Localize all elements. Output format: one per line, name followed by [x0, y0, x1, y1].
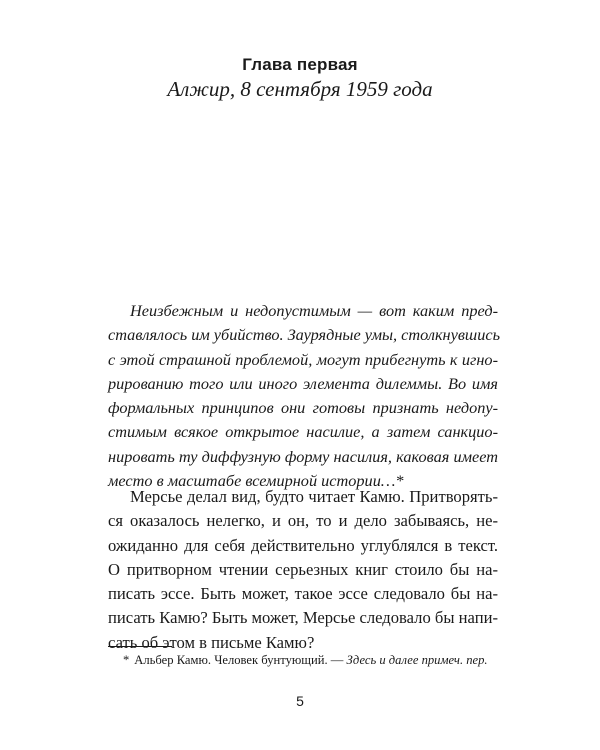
body-line: писать Камю? Быть может, Мерсье следовало бы напи-: [108, 608, 498, 628]
body-line: писать эссе. Быть может, такое эссе следовало бы на-: [108, 584, 498, 604]
footnote-mark: *: [123, 653, 130, 667]
epigraph-line: Неизбежным и недопустимым — вот каким пред-: [130, 301, 498, 320]
body-line: О притворном чтении серьезных книг стоило бы на-: [108, 559, 498, 579]
epigraph-line: стимым всякое открытое насилие, а затем санкцио-: [108, 422, 498, 442]
body-line: ожиданно для себя действительно углублялся в текст.: [108, 535, 498, 555]
chapter-title: Глава первая: [242, 55, 358, 74]
epigraph-line: рированию того или иного элемента дилеммы. Во имя: [108, 373, 498, 393]
footnote-divider: [108, 646, 172, 647]
body-paragraph: [108, 485, 498, 655]
epigraph-line: место в масштабе всемирной истории…*: [108, 471, 404, 491]
body-line: Мерсье делал вид, будто читает Камю. Притворять-: [130, 487, 498, 506]
epigraph-line: формальных принципов они готовы признать недопу-: [108, 398, 498, 418]
footnote-note: Здесь и далее примеч. пер.: [346, 653, 488, 667]
body-line: ся оказалось нелегко, и он, то и дело забываясь, не-: [108, 511, 498, 531]
chapter-subtitle: Алжир, 8 сентября 1959 года: [167, 77, 433, 101]
footnote: [108, 652, 498, 668]
body-line: сать об этом в письме Камю?: [108, 632, 315, 652]
epigraph: [108, 299, 498, 493]
footnote-text: Альбер Камю. Человек бунтующий. —: [134, 653, 347, 667]
epigraph-line: ставлялось им убийство. Заурядные умы, столкнувшись: [108, 325, 500, 345]
epigraph-line: с этой страшной проблемой, могут прибегнуть к игно-: [108, 349, 498, 369]
epigraph-line: нировать ту диффузную форму насилия, каковая имеет: [108, 446, 498, 466]
page-number: 5: [296, 693, 304, 709]
